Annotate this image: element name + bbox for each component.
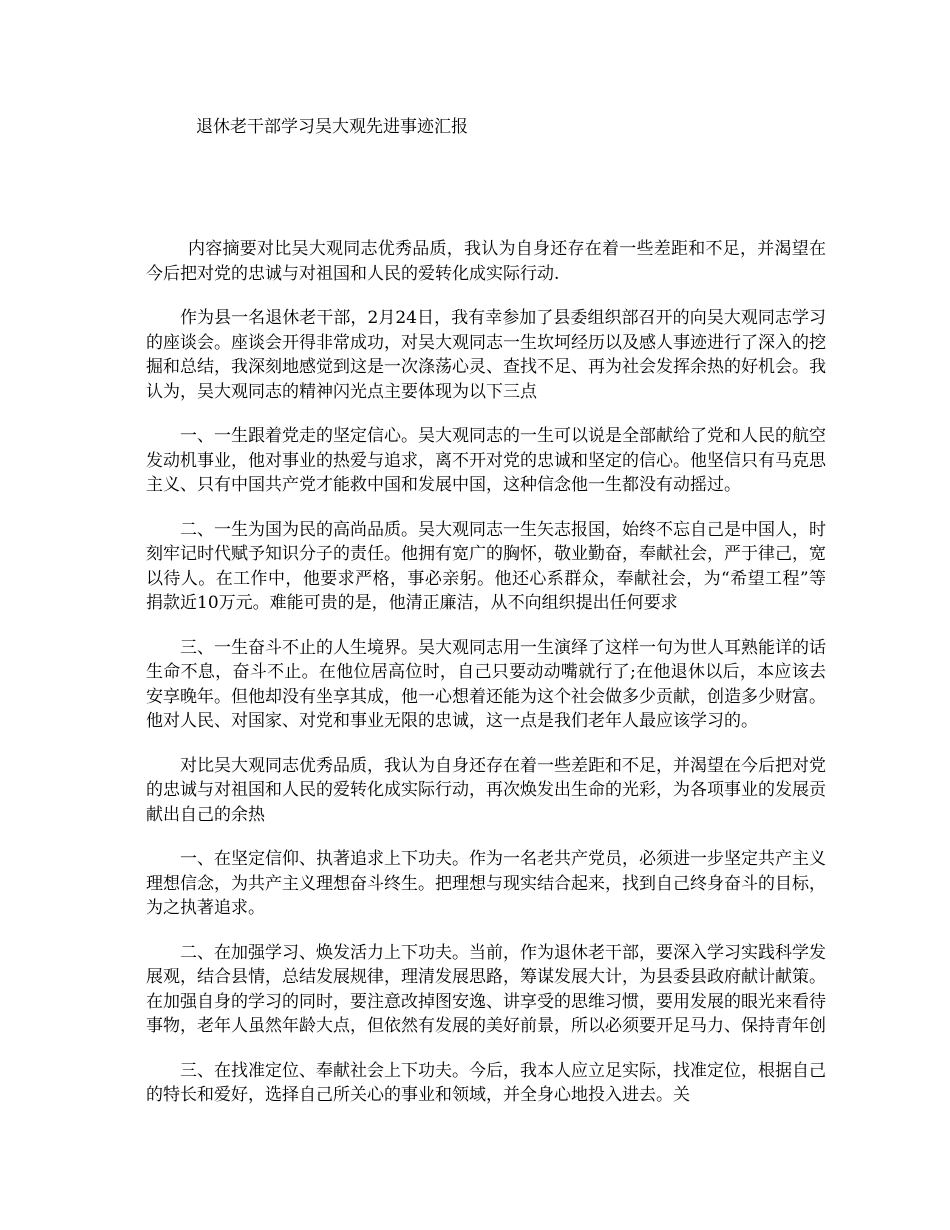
document-body [146, 237, 826, 1128]
abstract-paragraph: 内容摘要对比吴大观同志优秀品质，我认为自身还存在着一些差距和不足，并渴望在今后把对党的忠诚与对祖国和人民的爱转化成实际行动. [146, 239, 826, 284]
reflection-paragraph: 对比吴大观同志优秀品质，我认为自身还存在着一些差距和不足，并渴望在今后把对党的忠诚与对祖国和人民的爱转化成实际行动，再次焕发出生命的光彩，为各项事业的发展贡献出自己的余热 [146, 755, 826, 825]
point-two-paragraph: 二、一生为国为民的高尚品质。吴大观同志一生矢志报国，始终不忘自己是中国人，时刻牢记时代赋予知识分子的责任。他拥有宽广的胸怀，敬业勤奋，奉献社会，严于律己，宽以待人。在工作中，他要求严格，事必亲躬。他还心系群众，奉献社会，为“希望工程”等捐款近10万元。难能可贵的是，他清正廉洁，从不向组织提出任何要求 [146, 519, 826, 613]
action-one-paragraph: 一、在坚定信仰、执著追求上下功夫。作为一名老共产党员，必须进一步坚定共产主义理想信念，为共产主义理想奋斗终生。把理想与现实结合起来，找到自己终身奋斗的目标，为之执著追求。 [146, 849, 826, 918]
document-title: 退休老干部学习吴大观先进事迹汇报 [196, 117, 468, 137]
intro-paragraph: 作为县一名退休老干部，2月24日，我有幸参加了县委组织部召开的向吴大观同志学习的座谈会。座谈会开得非常成功，对吴大观同志一生坎坷经历以及感人事迹进行了深入的挖掘和总结，我深刻地感觉到这是一次涤荡心灵、查找不足、再为社会发挥余热的好机会。我认为，吴大观同志的精神闪光点主要体现为以下三点 [146, 308, 826, 402]
action-three-paragraph: 三、在找准定位、奉献社会上下功夫。今后，我本人应立足实际，找准定位，根据自己的特长和爱好，选择自己所关心的事业和领域，并全身心地投入进去。关 [146, 1060, 826, 1105]
action-two-paragraph: 二、在加强学习、焕发活力上下功夫。当前，作为退休老干部，要深入学习实践科学发展观，结合县情，总结发展规律，理清发展思路，筹谋发展大计，为县委县政府献计献策。在加强自身的学习的同时，要注意改掉图安逸、讲享受的思维习惯，要用发展的眼光来看待事物，老年人虽然年龄大点，但依然有发展的美好前景，所以必须要开足马力、保持青年创 [146, 942, 826, 1036]
point-one-paragraph: 一、一生跟着党走的坚定信心。吴大观同志的一生可以说是全部献给了党和人民的航空发动机事业，他对事业的热爱与追求，离不开对党的忠诚和坚定的信心。他坚信只有马克思主义、只有中国共产党才能救中国和发展中国，这种信念他一生都没有动摇过。 [146, 426, 826, 495]
point-three-paragraph: 三、一生奋斗不止的人生境界。吴大观同志用一生演绎了这样一句为世人耳熟能详的话生命不息，奋斗不止。在他位居高位时，自己只要动动嘴就行了;在他退休以后，本应该去安享晚年。但他却没有坐享其成，他一心想着还能为这个社会做多少贡献，创造多少财富。他对人民、对国家、对党和事业无限的忠诚，这一点是我们老年人最应该学习的。 [146, 637, 826, 731]
